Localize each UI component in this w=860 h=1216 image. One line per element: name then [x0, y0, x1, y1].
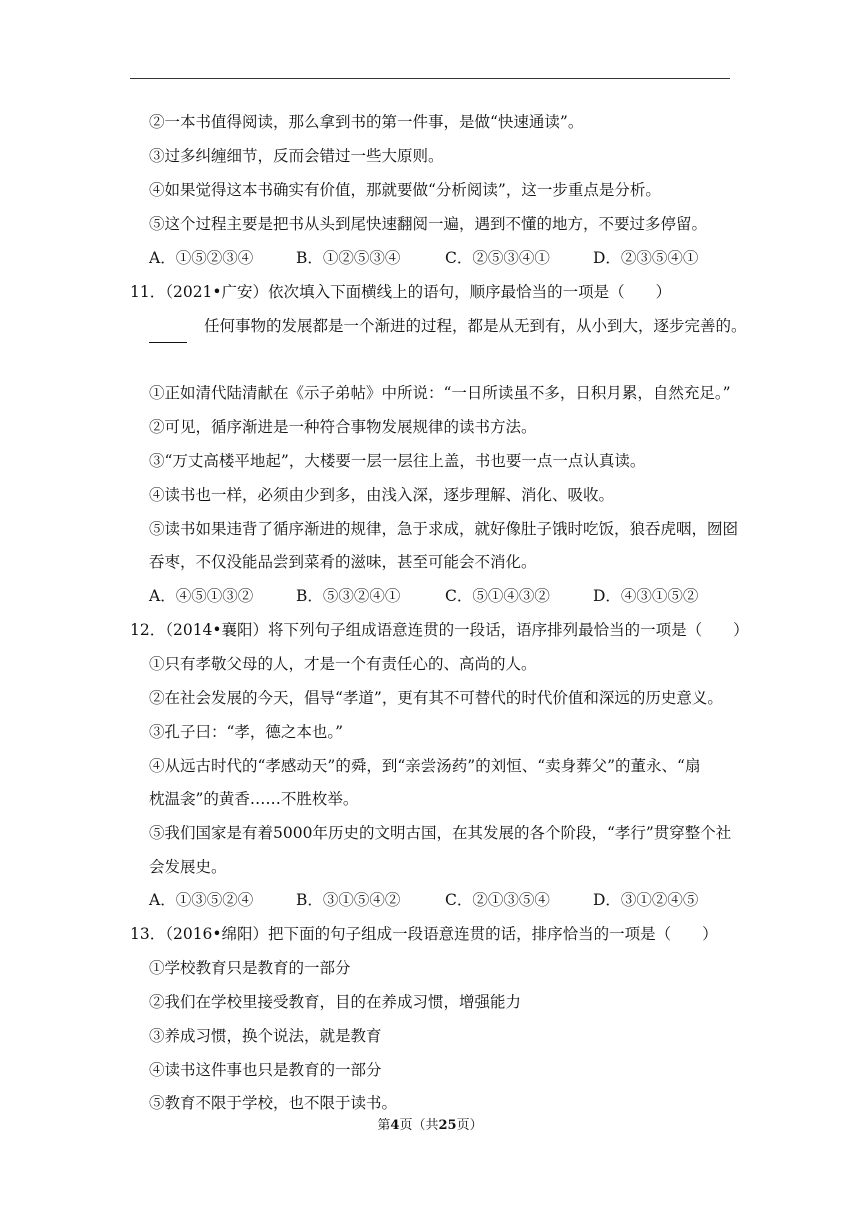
q12-item-4-cont: 枕温衾”的黄香……不胜枚举。 [149, 790, 359, 808]
q12-item-4: ④从远古时代的“孝感动天”的舜，到“亲尝汤药”的刘恒、“卖身葬父”的董永、“扇 [149, 757, 701, 775]
q11-item-4: ④读书也一样，必须由少到多，由浅入深，逐步理解、消化、吸收。 [149, 486, 615, 504]
footer-suffix: 页） [456, 1118, 483, 1133]
q13-item-1: ①学校教育只是教育的一部分 [149, 959, 351, 977]
q11-item-1: ①正如清代陆清献在《示子弟帖》中所说：“一日所读虽不多，日积月累，自然充足。” [149, 384, 731, 402]
q11-item-3: ③“万丈高楼平地起”，大楼要一层一层往上盖，书也要一点一点认真读。 [149, 452, 646, 470]
q11-item-5-cont: 吞枣，不仅没能品尝到菜肴的滋味，甚至可能会不消化。 [149, 553, 537, 571]
q10-option-b[interactable]: B．①②⑤③④ [296, 249, 401, 267]
q10-option-a[interactable]: A．①⑤②③④ [149, 249, 254, 267]
q11-stem: 11．（2021•广安）依次填入下面横线上的语句，顺序最恰当的一项是（ ） [130, 283, 672, 301]
q10-option-c[interactable]: C．②⑤③④① [445, 249, 550, 267]
footer-mid: 页（共 [399, 1118, 439, 1133]
footer-total-pages: 25 [438, 1118, 457, 1133]
q10-item-3: ③过多纠缠细节，反而会错过一些大原则。 [149, 147, 444, 165]
q11-item-5: ⑤读书如果违背了循序渐进的规律，急于求成，就好像肚子饿时吃饭，狼吞虎咽，囫囵 [149, 520, 739, 538]
q13-item-4: ④读书这件事也只是教育的一部分 [149, 1061, 382, 1079]
q11-answer-blank [149, 342, 187, 343]
q12-item-5: ⑤我们国家是有着5000年历史的文明古国，在其发展的各个阶段，“孝行”贯穿整个社 [149, 824, 732, 842]
page-footer [0, 1114, 860, 1133]
q12-item-5-cont: 会发展史。 [149, 858, 227, 876]
q11-passage: 任何事物的发展都是一个渐进的过程，都是从无到有，从小到大，逐步完善的。 [204, 317, 747, 335]
q10-item-2: ②一本书值得阅读，那么拿到书的第一件事，是做“快速通读”。 [149, 113, 584, 131]
q12-item-1: ①只有孝敬父母的人，才是一个有责任心的、高尚的人。 [149, 655, 537, 673]
q12-item-2: ②在社会发展的今天，倡导“孝道”，更有其不可替代的时代价值和深远的历史意义。 [149, 689, 723, 707]
q12-option-c[interactable]: C．②①③⑤④ [445, 891, 550, 909]
q11-option-c[interactable]: C．⑤①④③② [445, 587, 550, 605]
footer-prefix: 第 [377, 1118, 391, 1133]
q11-option-a[interactable]: A．④⑤①③② [149, 587, 254, 605]
q12-stem: 12．（2014•襄阳）将下列句子组成语意连贯的一段话，语序排列最恰当的一项是（ ） [130, 621, 749, 639]
q11-item-2: ②可见，循序渐进是一种符合事物发展规律的读书方法。 [149, 418, 537, 436]
q12-option-a[interactable]: A．①③⑤②④ [149, 891, 254, 909]
q10-item-4: ④如果觉得这本书确实有价值，那就要做“分析阅读”，这一步重点是分析。 [149, 181, 661, 199]
q13-item-3: ③养成习惯，换个说法，就是教育 [149, 1027, 382, 1045]
header-rule [130, 78, 730, 79]
q11-option-b[interactable]: B．⑤③②④① [296, 587, 401, 605]
q13-item-5: ⑤教育不限于学校，也不限于读书。 [149, 1094, 398, 1112]
q13-item-2: ②我们在学校里接受教育，目的在养成习惯，增强能力 [149, 993, 522, 1011]
q11-option-d[interactable]: D．④③①⑤② [593, 587, 699, 605]
q10-option-d[interactable]: D．②③⑤④① [593, 249, 699, 267]
q10-item-5: ⑤这个过程主要是把书从头到尾快速翻阅一遍，遇到不懂的地方，不要过多停留。 [149, 215, 708, 233]
q12-option-d[interactable]: D．③①②④⑤ [593, 891, 699, 909]
q12-option-b[interactable]: B．③①⑤④② [296, 891, 401, 909]
q13-stem: 13．（2016•绵阳）把下面的句子组成一段语意连贯的话，排序恰当的一项是（ ） [130, 925, 718, 943]
q12-item-3: ③孔子曰：“孝，德之本也。” [149, 723, 344, 741]
footer-page-number: 4 [390, 1118, 400, 1133]
